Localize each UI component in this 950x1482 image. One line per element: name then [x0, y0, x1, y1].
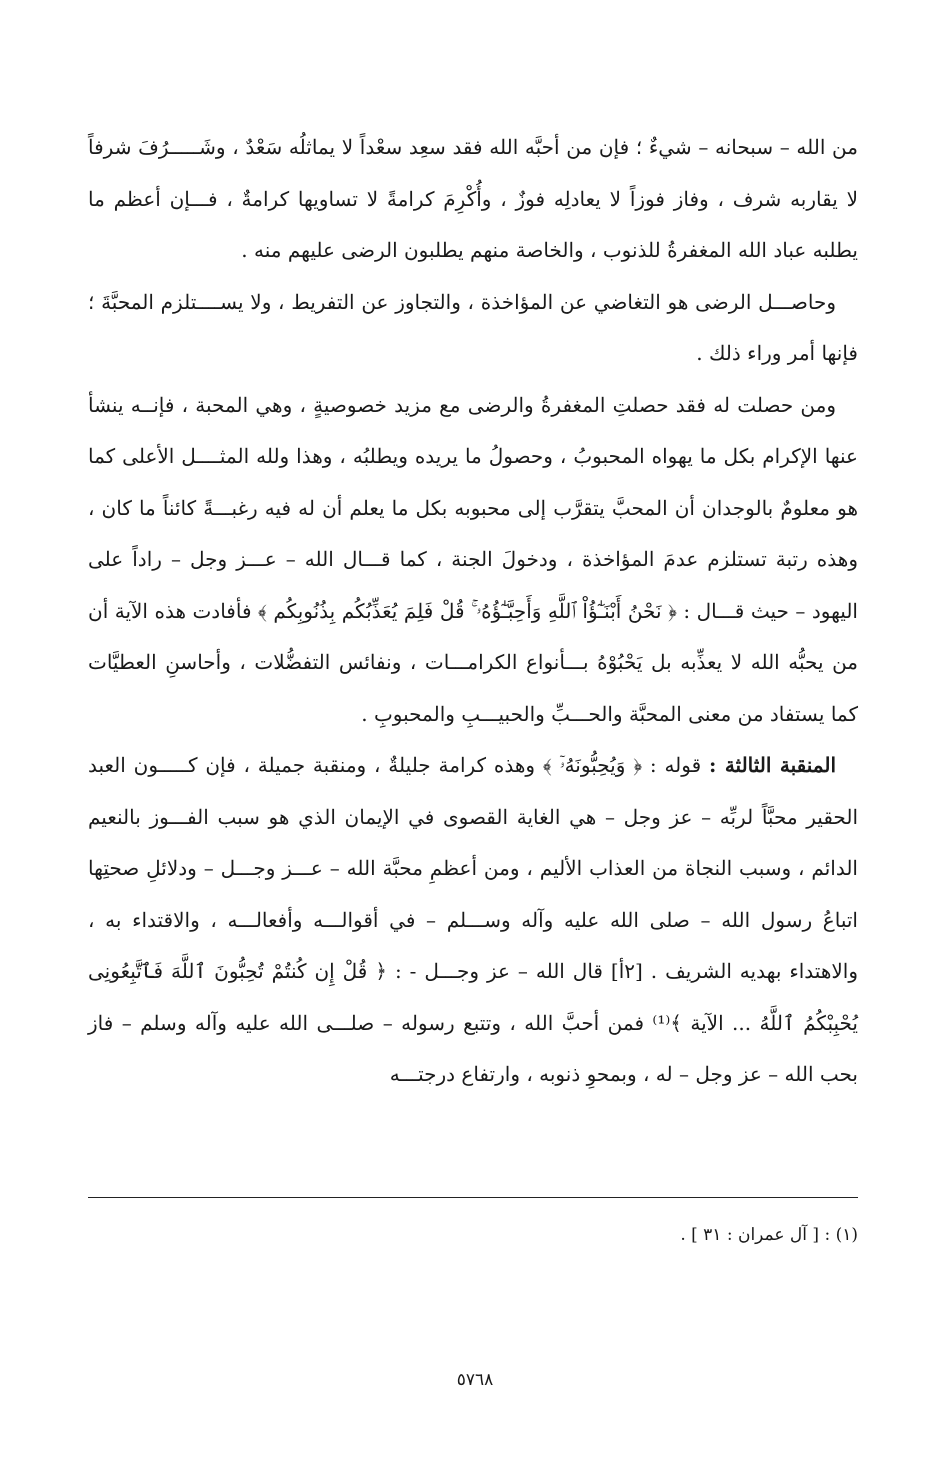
main-text-block	[88, 122, 858, 1101]
section-heading: المنقبة الثالثة :	[709, 753, 837, 777]
paragraph-1: من الله – سبحانه – شيءٌ ؛ فإن من أحبَّه الله فقد سعِد سعْداً لا يماثلُه سَعْدٌ ، وشَـــــرُفَ شرفاً لا يقاربه شرف ، وفاز فوزاً لا يعادلِه فوزٌ ، وأُكْرِمَ كرامةً لا تساويها كرامةٌ ، فـــإن أعظم ما يطلبه عباد الله المغفرةُ للذنوب ، والخاصة منهم يطلبون الرضى عليهم منه .	[88, 135, 858, 262]
footnote-divider	[88, 1197, 858, 1198]
paragraph-2: وحاصـــل الرضى هو التغاضي عن المؤاخذة ، والتجاوز عن التفريط ، ولا يســــتلزم المحبَّةَ ؛ فإنها أمر وراء ذلك .	[88, 289, 858, 365]
section-text: قوله : ﴿ وَيُحِبُّونَهُۥٓ ﴾ وهذه كرامة جليلةٌ ، ومنقبة جميلة ، فإن كـــــون العبد الحقير محبَّاً لربِّه – عز وجل – هي الغاية القصوى في الإيمان الذي هو سبب الفـــوز بالنعيم الدائم ، وسبب النجاة من العذاب الأليم ، ومن أعظمِ محبَّة الله – عـــز وجـــل – ودلائلِ صحتِها اتباعُ رسول الله – صلى الله عليه وآله وســـلم – في أقوالـــه وأفعالـــه ، والاقتداء به ، والاهتداء بهديه الشريف . [٢أ] قال الله – عز وجـــل - : ﴿ قُلْ إِن كُنتُمْ تُحِبُّونَ ٱللَّهَ فَٱتَّبِعُونِى يُحْبِبْكُمُ ٱللَّهُ ... الآية ﴾⁽¹⁾ فمن أحبَّ الله ، وتتبع رسوله – صلـــى الله عليه وآله وسلم – فاز بحب الله – عز وجل – له ، وبمحوِ ذنوبه ، وارتفاع درجتـــه	[88, 753, 859, 1086]
footnote: (١) : [ آل عمران : ٣١ ] .	[680, 1225, 858, 1245]
paragraph-3: ومن حصلت له فقد حصلتِ المغفرةُ والرضى مع مزيد خصوصيةٍ ، وهي المحبة ، فإنــه ينشأ عنها الإكرام بكل ما يهواه المحبوبُ ، وحصولُ ما يريده ويطلبُه ، وهذا ولله المثــــل الأعلى كما هو معلومٌ بالوجدان أن المحبَّ يتقرَّب إلى محبوبه بكل ما يعلم أن له فيه رغبـــةً كائناً ما كان ، وهذه رتبة تستلزم عدمَ المؤاخذة ، ودخولَ الجنة ، كما قـــال الله – عـــز وجل – راداً على اليهود – حيث قـــال : ﴿ نَحْنُ أَبْنَـٰٓؤُاْ ٱللَّهِ وَأَحِبَّـٰٓؤُهُۥ ۚ قُلْ فَلِمَ يُعَذِّبُكُم بِذُنُوبِكُم ﴾ فأفادت هذه الآية أن من يحبُّه الله لا يعذِّبه بل يَحْبُوْهُ بـــأنواع الكرامـــات ، ونفائس التفضُّلات ، وأحاسنِ العطيَّات كما يستفاد من معنى المحبَّة والحـــبِّ والحبيـــبِ والمحبوبِ .	[88, 392, 858, 726]
paragraph-section-3	[88, 740, 858, 1101]
page-number: ٥٧٦٨	[456, 1370, 494, 1390]
